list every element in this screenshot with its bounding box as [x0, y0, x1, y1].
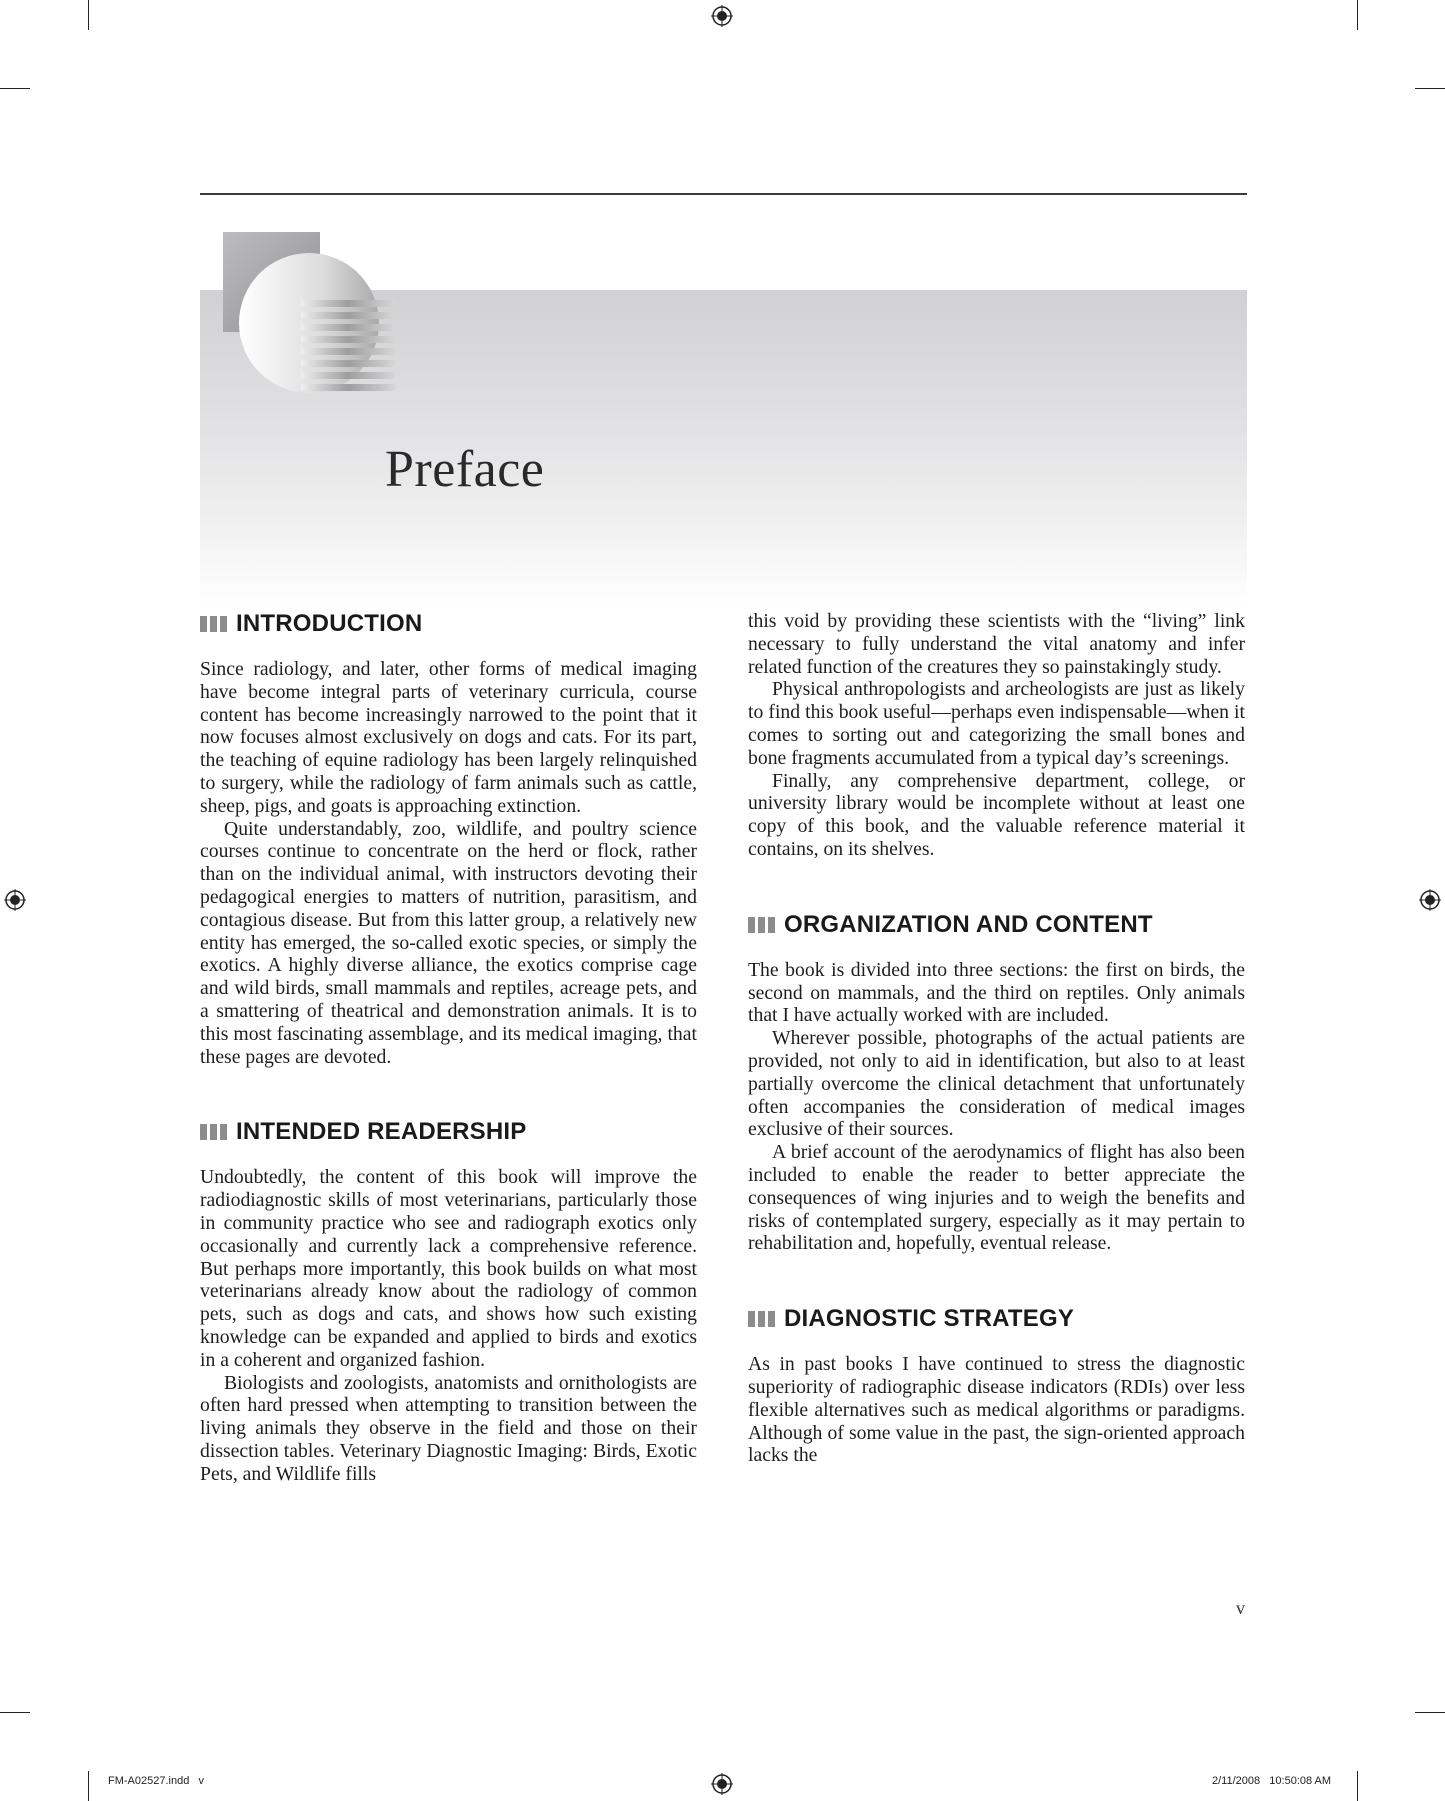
- paragraph: Physical anthropologists and archeologists are just as likely to find this book useful—perhaps even indispensable—when it comes to sorting out and categorizing the small bones and bone fragments accumulated from a typical day’s screenings.: [748, 678, 1245, 769]
- registration-mark-icon: [4, 889, 26, 911]
- paragraph: Undoubtedly, the content of this book will improve the radiodiagnostic skills of most veterinarians, particularly those in community practice who see and radiograph exotics only occasionally and currently lack a comprehensive reference. But perhaps more importantly, this book builds on what most veterinarians already know about the radiology of common pets, such as dogs and cats, and shows how such existing knowledge can be expanded and applied to birds and exotics in a coherent and organized fashion.: [200, 1166, 697, 1371]
- crop-mark: [88, 1771, 89, 1801]
- chapter-title: Preface: [385, 441, 545, 498]
- paragraph: As in past books I have continued to stress the diagnostic superiority of radiographic disease indicators (RDIs) over less flexible alternatives such as medical algorithms or paradigms. Although of some value in the past, the sign-oriented approach lacks the: [748, 1353, 1245, 1467]
- section-heading-organization: ORGANIZATION AND CONTENT: [748, 911, 1245, 939]
- right-column: [748, 610, 1245, 1467]
- paragraph: A brief account of the aerodynamics of flight has also been included to enable the reader to better appreciate the consequences of wing injuries and to weigh the benefits and risks of contemplated surgery, especially as it may pertain to rehabilitation and, hopefully, eventual release.: [748, 1141, 1245, 1255]
- heading-bars-icon: [748, 1311, 775, 1327]
- crop-mark: [88, 0, 89, 30]
- section-heading-readership: INTENDED READERSHIP: [200, 1118, 697, 1146]
- heading-bars-icon: [748, 917, 775, 933]
- crop-mark: [1357, 1771, 1358, 1801]
- paragraph: Wherever possible, photographs of the actual patients are provided, not only to aid in identification, but also to at least partially overcome the clinical detachment that unfortunately often accompanies the consideration of medical images exclusive of their sources.: [748, 1027, 1245, 1141]
- page-number: v: [1236, 1598, 1245, 1618]
- paragraph: Biologists and zoologists, anatomists and ornithologists are often hard pressed when attempting to transition between the living animals they observe in the field and those on their dissection tables. Veterinary Diagnostic Imaging: Birds, Exotic Pets, and Wildlife fills: [200, 1371, 697, 1485]
- print-slug-timestamp: 2/11/2008 10:50:08 AM: [1212, 1775, 1332, 1787]
- registration-mark-icon: [711, 5, 733, 27]
- section-heading-introduction: INTRODUCTION: [200, 610, 697, 638]
- chapter-ornament-icon: [223, 230, 413, 410]
- left-column: [200, 610, 697, 1486]
- paragraph: Quite understandably, zoo, wildlife, and poultry science courses continue to concentrate on the herd or flock, rather than on the individual animal, with instructors devoting their pedagogical energies to matters of nutrition, parasitism, and contagious disease. But from this latter group, a relatively new entity has emerged, the so-called exotic species, or simply the exotics. A highly diverse alliance, the exotics comprise cage and wild birds, small mammals and reptiles, acreage pets, and a smattering of theatrical and demonstration animals. It is to this most fascinating assemblage, and its medical imaging, that these pages are devoted.: [200, 817, 697, 1068]
- crop-mark: [1357, 0, 1358, 30]
- header-rule: [200, 193, 1247, 195]
- paragraph: this void by providing these scientists with the “living” link necessary to fully understand the vital anatomy and infer related function of the creatures they so painstakingly study.: [748, 610, 1245, 678]
- paragraph: The book is divided into three sections: the first on birds, the second on mammals, and the third on reptiles. Only animals that I have actually worked with are included.: [748, 958, 1245, 1027]
- crop-mark: [0, 88, 30, 89]
- print-slug-file: FM-A02527.indd v: [108, 1775, 204, 1787]
- paragraph: Finally, any comprehensive department, college, or university library would be incomplete without at least one copy of this book, and the valuable reference material it contains, on its shelves.: [748, 769, 1245, 860]
- paragraph: Since radiology, and later, other forms of medical imaging have become integral parts of veterinary curricula, course content has become increasingly narrowed to the point that it now focuses almost exclusively on dogs and cats. For its part, the teaching of equine radiology has been largely relinquished to surgery, while the radiology of farm animals such as cattle, sheep, pigs, and goats is approaching extinction.: [200, 658, 697, 817]
- section-heading-strategy: DIAGNOSTIC STRATEGY: [748, 1305, 1245, 1333]
- heading-bars-icon: [200, 1124, 227, 1140]
- crop-mark: [1415, 88, 1445, 89]
- registration-mark-icon: [711, 1773, 733, 1795]
- registration-mark-icon: [1419, 889, 1441, 911]
- crop-mark: [0, 1712, 30, 1713]
- heading-bars-icon: [200, 616, 227, 632]
- crop-mark: [1415, 1712, 1445, 1713]
